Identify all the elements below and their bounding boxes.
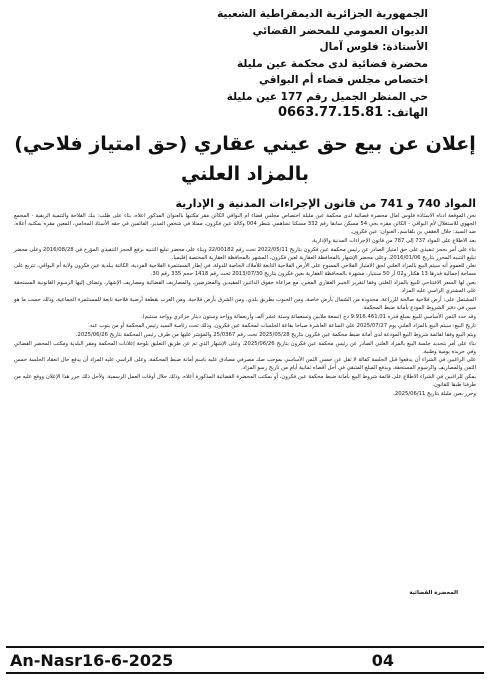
header-line-court: محضرة قضائية لدى محكمة عين مليلة [236, 57, 428, 70]
phone-line [10, 105, 480, 121]
phone-label: الهاتف: [387, 106, 428, 119]
phone-number: 0663.77.15.81 [277, 105, 384, 120]
header-line-jurisdiction: اختصاص مجلس قضاء أم البواقي [258, 74, 428, 86]
title-line-1: إعلان عن بيع حق عيني عقاري (حق امتياز فلاحي) [14, 133, 476, 155]
body-paragraph: تاريخ البيع: سيتم البيع بالمزاد العلني يوم 2025/07/27 على الساعة العاشرة صباحا بقاعة الجلسات لمحكمة عين فكرون، وذلك تحت رئاسة السيد رئيس المحكمة أو من ينوب عنه. [88, 322, 476, 329]
newspaper-footer [6, 646, 484, 674]
bailiff-signature: المحضرة القضائية [409, 590, 458, 596]
body-paragraph: وحرر بعين مليلة بتاريخ 2025/06/11. [393, 391, 476, 398]
header-line-office: الديوان العمومي للمحضر القضائي [252, 24, 428, 37]
page-number: 04 [371, 650, 394, 670]
body-paragraph: وقد حدد الثمن الأساسي للبيع بمبلغ قدره 9.916.461,01 دج (تسعة ملايين وتسعمائة وستة عشر ألف وأربعمائة وواحد وستون دينار جزائري وواحد سنتيم). [140, 313, 476, 320]
body-paragraph: المشتمل على: أرض فلاحية صالحة للزراعة، محدودة من الشمال بأرض خاصة، ومن الجنوب بطريق بلدي، ومن الشرق بأرض فلاحية، ومن الغرب بقطعة أرضية فلاحية تابعة للمستثمرة الجماعية، وذلك حسب ما هو مبين في دفتر الشروط المودع بأمانة ضبط المحكمة. [14, 297, 476, 311]
body-paragraph: يمكن للراغبين في الشراء الاطلاع على قائمة شروط البيع بأمانة ضبط محكمة عين فكرون، أو بمكتب المحضرة القضائية المذكورة أعلاه، وذلك خلال أوقات العمل الرسمية. ولأجل ذلك حرر هذا الإعلان ووقع عليه من طرفنا طبقا للقانون. [14, 374, 476, 389]
announcement-body [10, 213, 480, 605]
announcement-title [10, 129, 480, 189]
title-line-2: بالمزاد العلني [181, 163, 309, 185]
body-paragraph: نحن الموقعة أدناه الأستاذة فلوس آمال محضرة قضائية لدى محكمة عين مليلة اختصاص مجلس قضاء أم البواقي الكائن مقر مكتبها بالعنوان المذكور أعلاه، بناء على طلب: بنك الفلاحة والتنمية الريفية - المجمع الجهوي للاستغلال لأم البواقي - الكائن مقره بحي 54 مسكن سابقا رقم 332 مسكنا تساهمي شطر 004 وكالة عين فكرون، ممثلا في شخص المدير، القائمين في حقه الأستاذ المحامي، المعين مقره بمكتبه أعلاه، ضد السيد: جلال العقفي بن بلقاسم، العنوان: عين فكرون. [14, 213, 476, 235]
body-paragraph: على الراغبين في الشراء أن يدفعوا قبل الجلسة كفالة لا تقل عن خمس الثمن الأساسي بموجب صك مصرفي مصادق عليه باسم أمانة ضبط المحكمة، وعلى الراسي عليه المزاد أن يدفع حال انعقاد الجلسة خمس الثمن والمصاريف والرسوم المستحقة، ويدفع المبلغ المتبقي في أجل أقصاه ثمانية أيام من تاريخ رسو المزاد. [14, 357, 476, 372]
office-header [10, 6, 480, 105]
body-paragraph: بعد الاطلاع على المواد 737 إلى 787 من قانون الإجراءات المدنية والإدارية، [311, 237, 476, 244]
legal-reference: المواد 740 و 741 من قانون الإجراءات المدنية و الإدارية [175, 197, 476, 210]
body-paragraph: يعين لها السعر الافتتاحي للبيع بالمزاد العلني وفقا لتقرير الخبير العقاري المعين، مع مراعاة حقوق الدائنين المقيدين والمعترضين، والمصاريف القضائية ومصاريف الإشهار، وتضاف إليها الرسوم القانونية المستحقة على المشتري الراسي عليه المزاد. [14, 280, 476, 295]
header-line-address: حي المنظر الجميل رقم 177 عين مليلة [226, 90, 428, 103]
body-paragraph: نعلن للعموم أنه سيتم البيع بالمزاد العلني لحق الامتياز الفلاحي الممنوح على الأرض الفلاحية التابعة للأملاك الخاصة للدولة، في إطار المستثمرة الفلاحية الفردية، الكائنة ببلدية عين فكرون ولاية أم البواقي، تتربع على مساحة إجمالية قدرها 13 هكتار و02 آر 50 سنتيار، مشهرة بالمحافظة العقارية بعين فكرون بتاريخ 2013/07/30 تحت رقم 1418 حجم 335 رقم 30. [14, 263, 476, 278]
body-paragraph: بناء على أمر بتحديد جلسة البيع بالمزاد العلني الصادر عن رئيس محكمة عين فكرون بتاريخ 2025/06/26، وعلى الإشهار الذي تم عن طريق التعليق بلوحة إعلانات المحكمة ومقر البلدية ومكتب المحضر القضائي وفي جريدة يومية وطنية. [14, 340, 476, 355]
body-paragraph: ويتم البيع وفقا لقائمة شروط البيع المودعة لدى أمانة ضبط محكمة عين فكرون بتاريخ 2025/05/28 تحت رقم 25/0367 والمؤشر عليها من طرف رئيس المحكمة بتاريخ 2025/06/26. [75, 331, 476, 338]
edition-date: An-Nasr16-6-2025 [10, 650, 174, 670]
header-line-bailiff: الأستاذة: فلوس آمال [319, 41, 428, 53]
header-line-republic: الجمهورية الجزائرية الديمقراطية الشعبية [217, 8, 428, 20]
body-paragraph: بناء على أمر بحجز تنفيذي على حق امتياز الصادر عن رئيس محكمة عين فكرون بتاريخ 2022/05/11 تحت رقم 22/00182 وبناء على محضر تبليغ التنبيه برفع الحجز التنفيذي المؤرخ في 2016/08/28 وعلى محضر تبليغ التنبيه المحرر بتاريخ 2016/01/06، وعلى محضر الإشهار بالمحافظة العقارية لعين فكرون، المشهر بالمحافظة العقارية المختصة إقليميا. [14, 246, 477, 261]
